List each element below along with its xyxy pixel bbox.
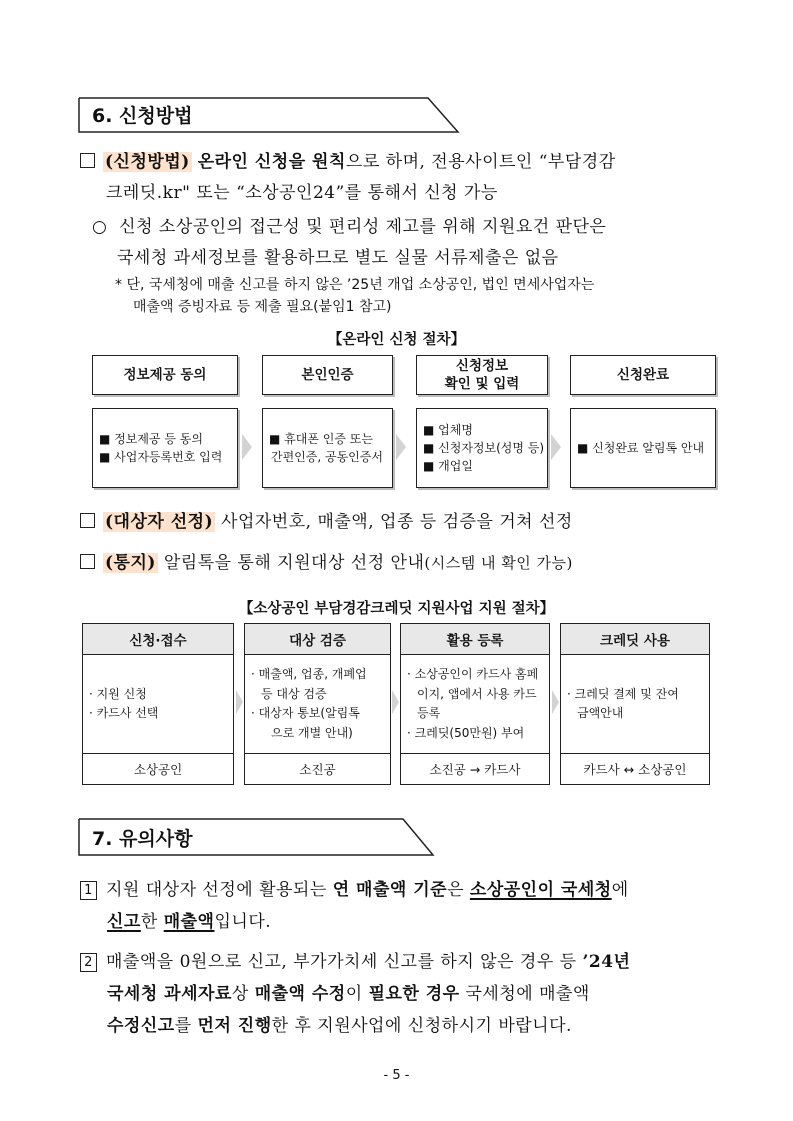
caution-1-text: 입니다. <box>214 912 272 932</box>
arrow-right-icon <box>242 434 252 460</box>
col-foot: 소진공 → 카드사 <box>401 753 549 784</box>
caution-1-bold: 연 매출액 기준 <box>332 880 448 900</box>
step-detail-item: ■ 정보제공 등 동의 <box>99 432 203 446</box>
checkbox-square-icon <box>80 513 95 528</box>
caution-2-text: 를 <box>174 1016 198 1036</box>
online-process-title: 【온라인 신청 절차】 <box>327 332 466 348</box>
caution-1-bold-underline: 소상공인이 국세청 <box>469 880 612 900</box>
section-7-title: 7. 유의사항 <box>92 828 193 850</box>
col-item: 이지, 앱에서 사용 카드 <box>417 686 537 701</box>
col-head: 크레딧 사용 <box>561 624 709 655</box>
caution-2-text: 이 <box>345 984 369 1004</box>
col-head: 대상 검증 <box>245 624 390 655</box>
col-body <box>561 655 709 753</box>
support-col-verify <box>244 623 391 785</box>
col-item: · 소상공인이 카드사 홈페 <box>407 667 539 681</box>
support-col-use <box>560 623 710 785</box>
method-line2: 크레딧.kr" 또는 “소상공인24”를 통해서 신청 가능 <box>106 183 498 203</box>
col-foot: 소상공인 <box>83 753 233 784</box>
caution-2-bold: 국세청 과세자료 <box>107 984 232 1004</box>
col-foot: 소진공 <box>245 753 390 784</box>
step-detail-item: ■ 개업일 <box>423 459 473 473</box>
step-detail-item: ■ 신청자정보(성명 등) <box>423 441 545 455</box>
step-head-info <box>416 355 548 395</box>
method-paragraph <box>80 147 730 209</box>
step-head-complete: 신청완료 <box>570 355 716 395</box>
step-detail-item: ■ 업체명 <box>423 423 473 437</box>
section-7-header <box>78 818 458 852</box>
col-head: 활용 등록 <box>401 624 549 655</box>
checkbox-square-icon <box>80 153 95 168</box>
caution-2-bold: 수정신고 <box>107 1016 175 1036</box>
caution-2-text: 국세청에 매출액 <box>459 984 590 1004</box>
circle-marker: ○ <box>92 217 108 237</box>
notice-paren: (시스템 내 확인 가능) <box>424 554 573 572</box>
arrow-right-icon <box>552 690 559 714</box>
arrow-right-icon <box>396 434 406 460</box>
caution-1-text: 에 <box>611 880 629 900</box>
caution-2-bold: 먼저 진행 <box>197 1016 272 1036</box>
section-6-title: 6. 신청방법 <box>92 105 193 127</box>
col-item: · 매출액, 업종, 개폐업 <box>251 667 367 681</box>
checkbox-square-icon <box>80 554 95 569</box>
caution-2-text: 한 후 지원사업에 신청하시기 바랍니다. <box>271 1016 572 1036</box>
number-box-2: 2 <box>80 953 97 972</box>
col-head: 신청·접수 <box>83 624 233 655</box>
support-col-apply <box>82 623 234 785</box>
notice-paragraph <box>80 548 730 579</box>
page-number: - 5 - <box>383 1068 410 1083</box>
step-head-consent: 정보제공 동의 <box>92 355 238 395</box>
circle-note-line1: 신청 소상공인의 접근성 및 편리성 제고를 위해 지원요건 판단은 <box>119 217 607 237</box>
selection-label: (대상자 선정) <box>105 512 214 532</box>
step-detail-complete <box>570 408 716 488</box>
col-item: · 대상자 통보(알림톡 <box>251 706 360 720</box>
step-detail-item: ■ 신청완료 알림톡 안내 <box>577 441 705 455</box>
method-label: (신청방법) <box>105 152 190 172</box>
circle-note-line2: 국세청 과세정보를 활용하므로 별도 실물 서류제출은 없음 <box>117 248 559 268</box>
col-item: · 카드사 선택 <box>89 706 159 720</box>
col-item: 등록 <box>417 706 441 720</box>
step-detail-item: ■ 휴대폰 인증 또는 <box>269 432 373 446</box>
notice-label: (통지) <box>105 553 156 573</box>
step-detail-consent <box>92 408 238 488</box>
arrow-right-icon <box>236 690 243 714</box>
step-detail-info <box>416 408 548 488</box>
selection-text: 사업자번호, 매출액, 업종 등 검증을 거쳐 선정 <box>221 512 573 532</box>
number-box-1: 1 <box>80 881 97 900</box>
caution-1-bold-underline: 신고 <box>107 912 141 932</box>
selection-paragraph <box>80 507 730 538</box>
col-item: 금액안내 <box>577 706 624 720</box>
step-detail-auth <box>262 408 393 488</box>
col-body <box>83 655 233 753</box>
star-note <box>115 274 735 318</box>
star-note-line2: 매출액 증빙자료 등 제출 필요(붙임1 참고) <box>133 299 392 315</box>
caution-2-bold: 필요한 경우 <box>368 984 460 1004</box>
caution-1-bold-underline: 매출액 <box>163 912 215 932</box>
support-process-title: 【소상공인 부담경감크레딧 지원사업 지원 절차】 <box>238 601 555 617</box>
col-foot: 카드사 ↔ 소상공인 <box>561 753 709 784</box>
caution-2 <box>80 946 730 1042</box>
col-item: · 크레딧(50만원) 부여 <box>407 725 525 740</box>
notice-text: 알림톡을 통해 지원대상 선정 안내 <box>163 553 425 573</box>
caution-1-text: 지원 대상자 선정에 활용되는 <box>106 880 333 900</box>
section-6-header <box>78 97 458 131</box>
col-item: · 크레딧 결제 및 잔여 <box>567 686 679 701</box>
col-item: 으로 개별 안내) <box>271 725 353 740</box>
caution-2-bold: 매출액 수정 <box>254 984 346 1004</box>
step-head-info-line1: 신청정보 <box>455 358 509 374</box>
star-note-line1: * 단, 국세청에 매출 신고를 하지 않은 ’25년 개업 소상공인, 법인 면세사업자는 <box>115 277 595 293</box>
arrow-right-icon <box>392 690 399 714</box>
caution-1-text: 은 <box>447 880 470 900</box>
arrow-right-icon <box>551 434 561 460</box>
method-rest-line1: 으로 하며, 전용사이트인 “부담경감 <box>345 152 616 172</box>
col-body <box>245 655 390 753</box>
col-body <box>401 655 549 753</box>
method-bold-text: 온라인 신청을 원칙 <box>197 152 346 172</box>
caution-1-text: 한 <box>140 912 164 932</box>
caution-2-text: 매출액을 0원으로 신고, 부가가치세 신고를 하지 않은 경우 등 <box>106 952 583 972</box>
caution-2-bold: ’24년 <box>582 952 631 972</box>
circle-note <box>92 212 732 274</box>
step-detail-item: ■ 사업자등록번호 입력 <box>99 450 223 464</box>
caution-1 <box>80 874 730 938</box>
step-detail-item: 간편인증, 공동인증서 <box>271 450 383 464</box>
support-col-register <box>400 623 550 785</box>
col-item: · 지원 신청 <box>89 686 147 701</box>
step-head-auth: 본인인증 <box>262 355 393 395</box>
col-item: 등 대상 검증 <box>261 686 327 701</box>
step-head-info-line2: 확인 및 입력 <box>444 376 520 392</box>
caution-2-text: 상 <box>231 984 255 1004</box>
